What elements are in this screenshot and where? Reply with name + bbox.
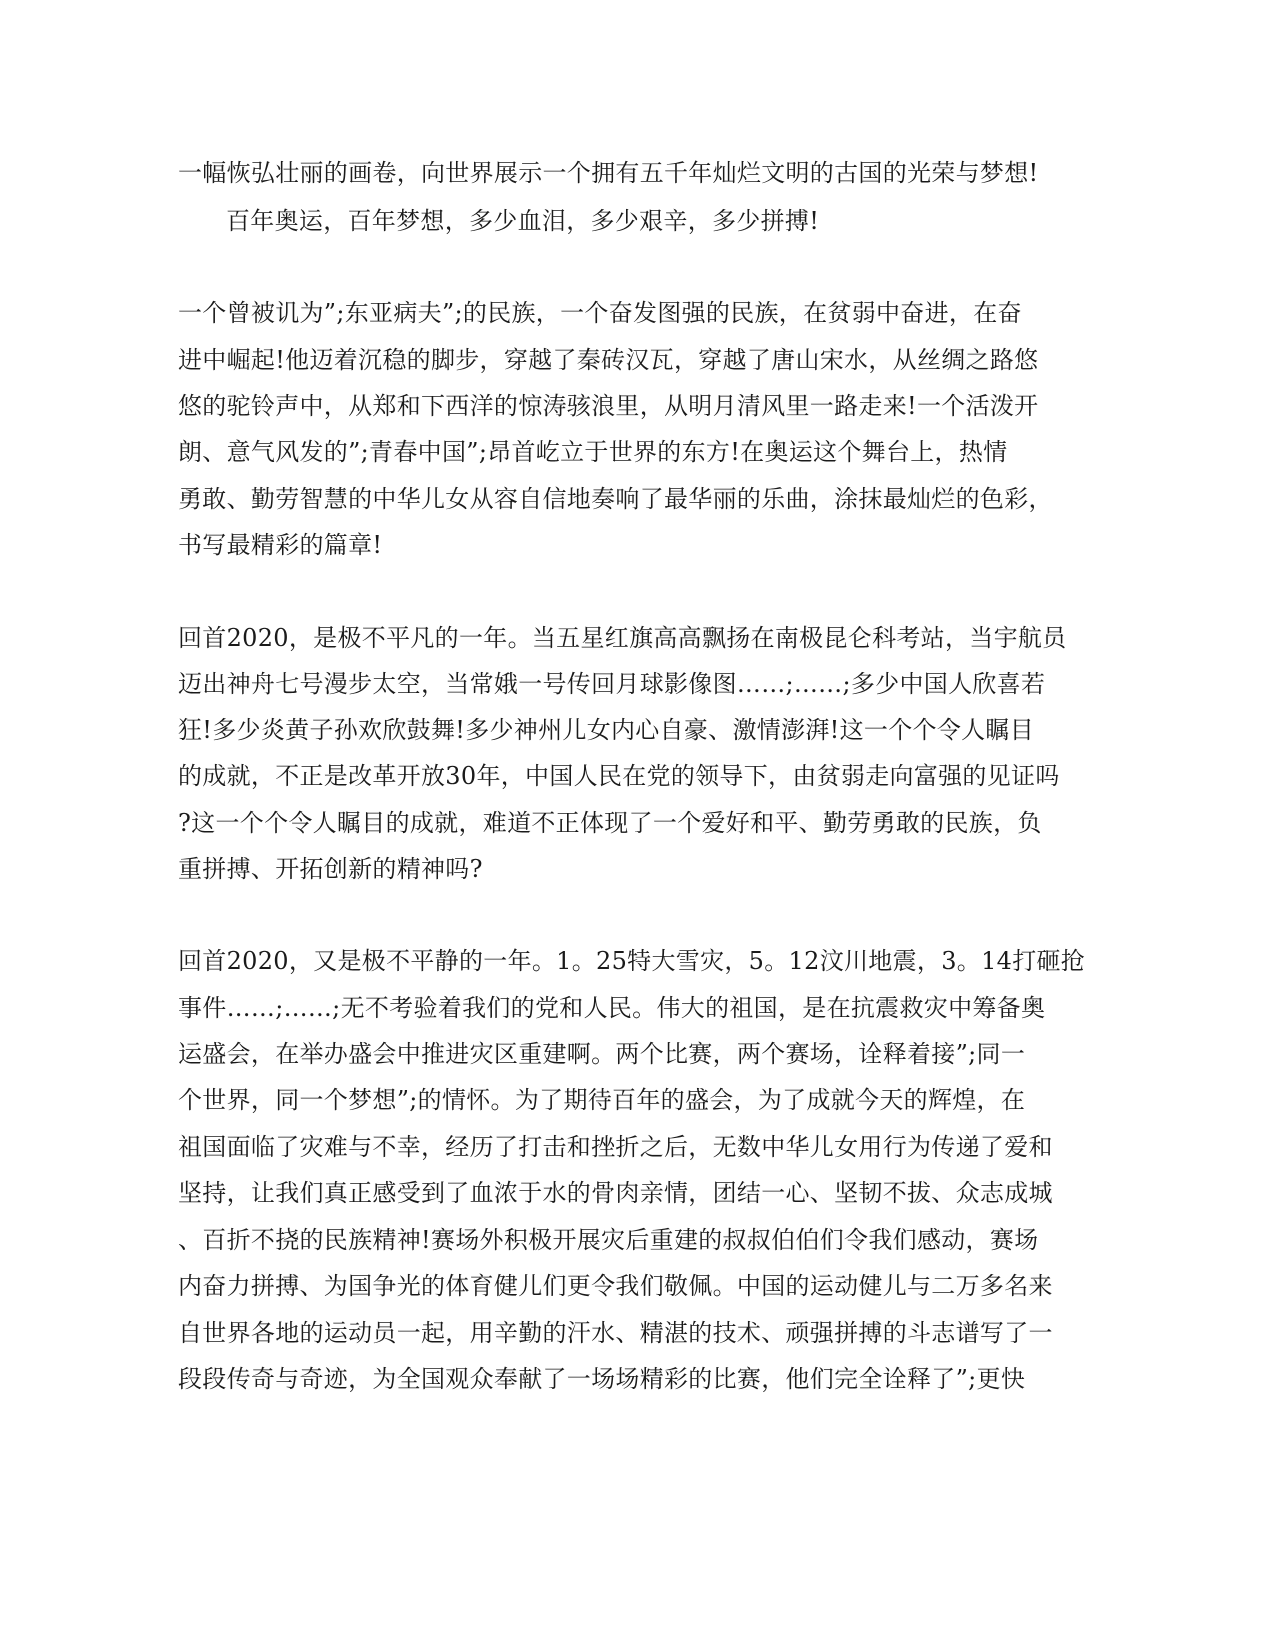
text-line: 进中崛起!他迈着沉稳的脚步，穿越了秦砖汉瓦，穿越了唐山宋水，从丝绸之路悠 <box>178 346 1039 374</box>
text-line: 内奋力拼搏、为国争光的体育健儿们更令我们敬佩。中国的运动健儿与二万多名来 <box>178 1272 1053 1300</box>
text-line: 迈出神舟七号漫步太空，当常娥一号传回月球影像图……;……;多少中国人欣喜若 <box>178 670 1046 698</box>
text-line: 事件……;……;无不考验着我们的党和人民。伟大的祖国，是在抗震救灾中筹备奥 <box>178 994 1046 1022</box>
text-line: ?这一个个令人瞩目的成就，难道不正体现了一个爱好和平、勤劳勇敢的民族，负 <box>178 809 1042 837</box>
text-line: 书写最精彩的篇章! <box>178 531 383 559</box>
text-line: 回首2020，是极不平凡的一年。当五星红旗高高飘扬在南极昆仑科考站，当宇航员 <box>178 624 1067 652</box>
text-line: 一幅恢弘壮丽的画卷，向世界展示一个拥有五千年灿烂文明的古国的光荣与梦想! <box>178 159 1039 187</box>
text-line: 坚持，让我们真正感受到了血浓于水的骨肉亲情，团结一心、坚韧不拔、众志成城 <box>178 1179 1053 1207</box>
text-line: 百年奥运，百年梦想，多少血泪，多少艰辛，多少拼搏! <box>226 207 820 235</box>
text-line: 自世界各地的运动员一起，用辛勤的汗水、精湛的技术、顽强拼搏的斗志谱写了一 <box>178 1319 1053 1347</box>
text-line: 重拼搏、开拓创新的精神吗? <box>178 855 483 883</box>
text-line: 段段传奇与奇迹，为全国观众奉献了一场场精彩的比赛，他们完全诠释了”;更快 <box>178 1365 1026 1393</box>
text-line: 狂!多少炎黄子孙欢欣鼓舞!多少神州儿女内心自豪、激情澎湃!这一个个令人瞩目 <box>178 716 1035 744</box>
text-line: 朗、意气风发的”;青春中国”;昂首屹立于世界的东方!在奥运这个舞台上，热情 <box>178 438 1008 466</box>
text-line: 勇敢、勤劳智慧的中华儿女从容自信地奏响了最华丽的乐曲，涂抹最灿烂的色彩， <box>178 485 1053 513</box>
text-line: 祖国面临了灾难与不幸，经历了打击和挫折之后，无数中华儿女用行为传递了爱和 <box>178 1133 1053 1161</box>
text-line: 回首2020，又是极不平静的一年。1。25特大雪灾，5。12汶川地震，3。14打砸抢 <box>178 947 1086 975</box>
text-line: 、百折不挠的民族精神!赛场外积极开展灾后重建的叔叔伯伯们令我们感动，赛场 <box>178 1226 1039 1254</box>
text-line: 运盛会，在举办盛会中推进灾区重建啊。两个比赛，两个赛场，诠释着接”;同一 <box>178 1040 1026 1068</box>
text-line: 悠的驼铃声中，从郑和下西洋的惊涛骇浪里，从明月清风里一路走来!一个活泼开 <box>178 392 1039 420</box>
text-line: 一个曾被讥为”;东亚病夫”;的民族，一个奋发图强的民族，在贫弱中奋进，在奋 <box>178 299 1022 327</box>
text-line: 的成就，不正是改革开放30年，中国人民在党的领导下，由贫弱走向富强的见证吗 <box>178 762 1060 790</box>
text-line: 个世界，同一个梦想”;的情怀。为了期待百年的盛会，为了成就今天的辉煌，在 <box>178 1086 1026 1114</box>
